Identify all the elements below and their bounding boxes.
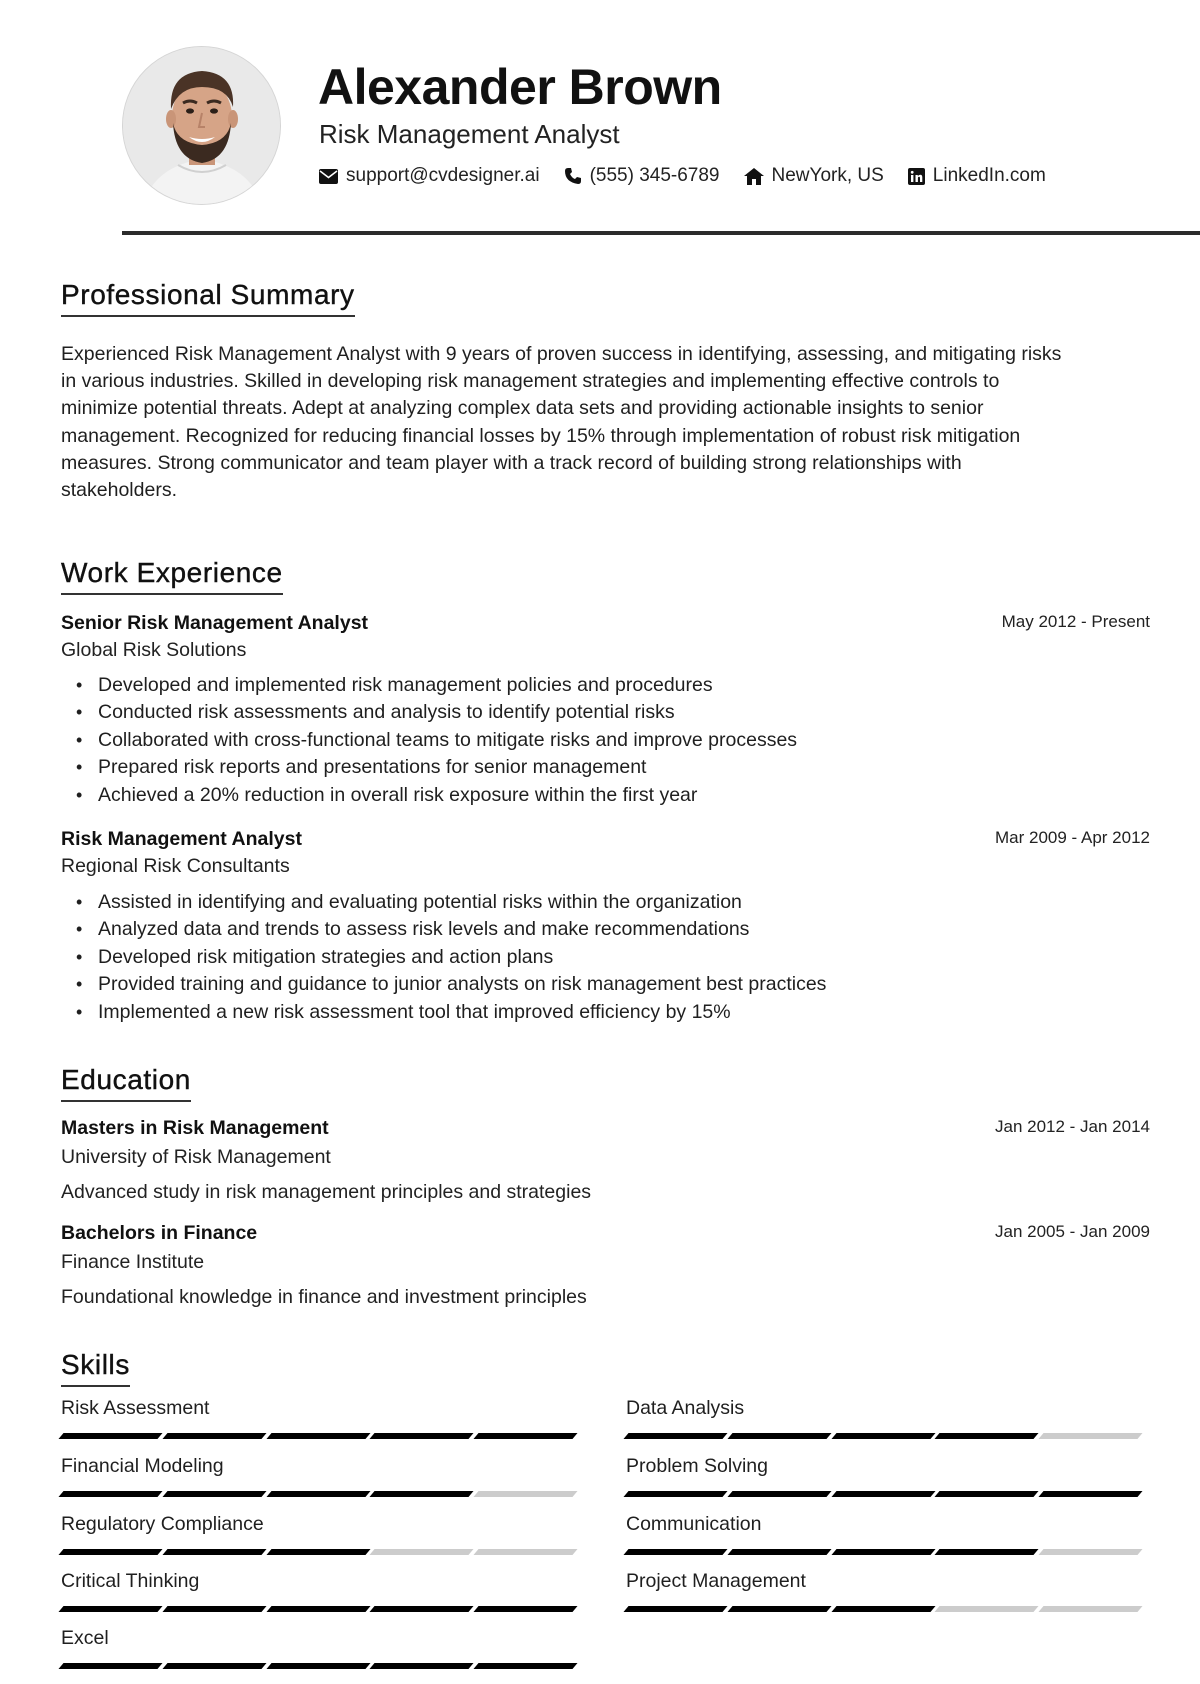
skill-segment-filled [831, 1433, 935, 1439]
skill-segment-filled [58, 1491, 162, 1497]
skill-item [61, 1627, 580, 1669]
skill-name: Communication [626, 1513, 762, 1535]
skill-rating [626, 1606, 1145, 1612]
list-item: • Analyzed data and trends to assess risk levels and make recommendations [76, 916, 1136, 943]
skill-segment-empty [1039, 1606, 1143, 1612]
education-description: Advanced study in risk management principles and strategies [61, 1181, 592, 1203]
list-item: • Provided training and guidance to junior analysts on risk management best practices [76, 971, 1136, 998]
linkedin-text: LinkedIn.com [932, 165, 1046, 186]
skill-name: Data Analysis [626, 1397, 745, 1419]
skill-segment-filled [623, 1549, 727, 1555]
job-company: Regional Risk Consultants [61, 855, 290, 877]
contact-linkedin[interactable] [908, 165, 1046, 187]
education-heading: Education [61, 1064, 191, 1102]
skill-segment-filled [162, 1663, 266, 1669]
skill-item [626, 1455, 1145, 1497]
contact-location [744, 165, 884, 187]
skill-rating [626, 1491, 1145, 1497]
list-item: • Conducted risk assessments and analysis to identify potential risks [76, 699, 1136, 726]
experience-heading: Work Experience [61, 557, 283, 595]
skill-segment-filled [474, 1433, 578, 1439]
skill-segment-filled [727, 1491, 831, 1497]
skill-segment-filled [727, 1433, 831, 1439]
skill-segment-filled [623, 1491, 727, 1497]
skill-segment-filled [162, 1433, 266, 1439]
list-item: • Collaborated with cross-functional teams to mitigate risks and improve processes [76, 727, 1136, 754]
skills-heading: Skills [61, 1349, 130, 1387]
skill-segment-filled [370, 1606, 474, 1612]
education-date: Jan 2012 - Jan 2014 [994, 1117, 1150, 1136]
skill-segment-filled [474, 1606, 578, 1612]
summary-heading: Professional Summary [61, 279, 355, 317]
skill-segment-filled [162, 1491, 266, 1497]
skill-segment-filled [935, 1549, 1039, 1555]
list-item: • Prepared risk reports and presentations for senior management [76, 754, 1136, 781]
skill-item [61, 1513, 580, 1555]
skill-item [61, 1397, 580, 1439]
job-bullets [76, 672, 1136, 809]
list-item: • Implemented a new risk assessment tool that improved efficiency by 15% [76, 999, 1136, 1026]
education-description: Foundational knowledge in finance and investment principles [61, 1286, 587, 1308]
education-date: Jan 2005 - Jan 2009 [994, 1222, 1150, 1241]
skill-rating [61, 1491, 580, 1497]
skill-segment-filled [623, 1433, 727, 1439]
summary-line: measures. Strong communicator and team player with a track record of building strong relationships with [61, 451, 962, 474]
skill-segment-filled [58, 1549, 162, 1555]
summary-line: management. Recognized for reducing financial losses by 15% through implementation of robust risk mitigation [61, 424, 1021, 447]
candidate-name: Alexander Brown [318, 59, 722, 115]
skill-segment-filled [266, 1491, 370, 1497]
list-item: • Developed and implemented risk management policies and procedures [76, 672, 1136, 699]
skill-segment-filled [831, 1606, 935, 1612]
envelope-icon [319, 169, 338, 184]
skill-segment-filled [370, 1491, 474, 1497]
skill-name: Regulatory Compliance [61, 1513, 264, 1535]
summary-paragraph [61, 341, 1151, 504]
education-degree: Bachelors in Finance [61, 1222, 258, 1244]
skill-segment-filled [727, 1549, 831, 1555]
skill-segment-filled [266, 1606, 370, 1612]
skill-segment-filled [58, 1606, 162, 1612]
job-bullets [76, 889, 1136, 1026]
skill-name: Critical Thinking [61, 1570, 200, 1592]
skill-segment-empty [935, 1606, 1039, 1612]
education-school: University of Risk Management [61, 1146, 331, 1168]
skill-segment-filled [58, 1433, 162, 1439]
summary-line: stakeholders. [61, 479, 177, 502]
summary-line: in various industries. Skilled in developing risk management strategies and implementing effective controls to [61, 370, 1000, 393]
job-date: Mar 2009 - Apr 2012 [995, 828, 1150, 847]
contact-row [319, 165, 1070, 187]
skill-segment-filled [623, 1606, 727, 1612]
resume-header [61, 0, 1139, 236]
skill-item [626, 1570, 1145, 1612]
skill-segment-filled [58, 1663, 162, 1669]
list-item: • Developed risk mitigation strategies and action plans [76, 944, 1136, 971]
candidate-role: Risk Management Analyst [319, 119, 620, 149]
skill-item [61, 1455, 580, 1497]
job-company: Global Risk Solutions [61, 639, 247, 661]
skill-segment-filled [266, 1549, 370, 1555]
list-item: • Assisted in identifying and evaluating potential risks within the organization [76, 889, 1136, 916]
skill-segment-filled [831, 1491, 935, 1497]
skill-segment-filled [266, 1433, 370, 1439]
skill-item [61, 1570, 580, 1612]
skill-segment-empty [474, 1491, 578, 1497]
skill-segment-empty [370, 1549, 474, 1555]
skill-segment-filled [162, 1549, 266, 1555]
skill-name: Project Management [626, 1570, 806, 1592]
skill-segment-filled [266, 1663, 370, 1669]
skill-segment-empty [474, 1549, 578, 1555]
location-text: NewYork, US [771, 165, 884, 186]
skill-rating [61, 1606, 580, 1612]
skill-segment-filled [831, 1549, 935, 1555]
skill-segment-empty [1039, 1549, 1143, 1555]
education-degree: Masters in Risk Management [61, 1117, 329, 1139]
home-icon [744, 168, 764, 185]
phone-icon [564, 167, 582, 185]
skill-segment-filled [935, 1433, 1039, 1439]
education-school: Finance Institute [61, 1251, 205, 1273]
skill-rating [61, 1663, 580, 1669]
skill-name: Excel [61, 1627, 109, 1649]
list-item: • Achieved a 20% reduction in overall risk exposure within the first year [76, 782, 1136, 809]
job-date: May 2012 - Present [1001, 612, 1150, 631]
skill-segment-filled [162, 1606, 266, 1612]
summary-line: minimize potential threats. Adept at analyzing complex data sets and providing actionable insights to senior [61, 397, 984, 420]
skill-name: Problem Solving [626, 1455, 768, 1477]
skill-name: Financial Modeling [61, 1455, 224, 1477]
contact-phone[interactable] [564, 165, 720, 187]
skill-segment-filled [474, 1663, 578, 1669]
contact-email[interactable] [319, 165, 540, 187]
skill-segment-filled [727, 1606, 831, 1612]
job-title: Risk Management Analyst [61, 828, 302, 850]
linkedin-icon [908, 168, 925, 185]
summary-line: Experienced Risk Management Analyst with 9 years of proven success in identifying, assessing, and mitigating risks [61, 343, 1062, 365]
email-text: support@cvdesigner.ai [346, 165, 540, 186]
skill-rating [61, 1433, 580, 1439]
skill-item [626, 1513, 1145, 1555]
skill-name: Risk Assessment [61, 1397, 210, 1419]
skill-rating [626, 1549, 1145, 1555]
skill-segment-filled [370, 1433, 474, 1439]
skill-rating [626, 1433, 1145, 1439]
skill-rating [61, 1549, 580, 1555]
avatar [122, 46, 281, 205]
job-title: Senior Risk Management Analyst [61, 612, 369, 634]
phone-text: (555) 345-6789 [589, 165, 720, 186]
skill-segment-filled [935, 1491, 1039, 1497]
header-divider [122, 231, 1200, 235]
skill-item [626, 1397, 1145, 1439]
skill-segment-empty [1039, 1433, 1143, 1439]
skill-segment-filled [1039, 1491, 1143, 1497]
skill-segment-filled [370, 1663, 474, 1669]
